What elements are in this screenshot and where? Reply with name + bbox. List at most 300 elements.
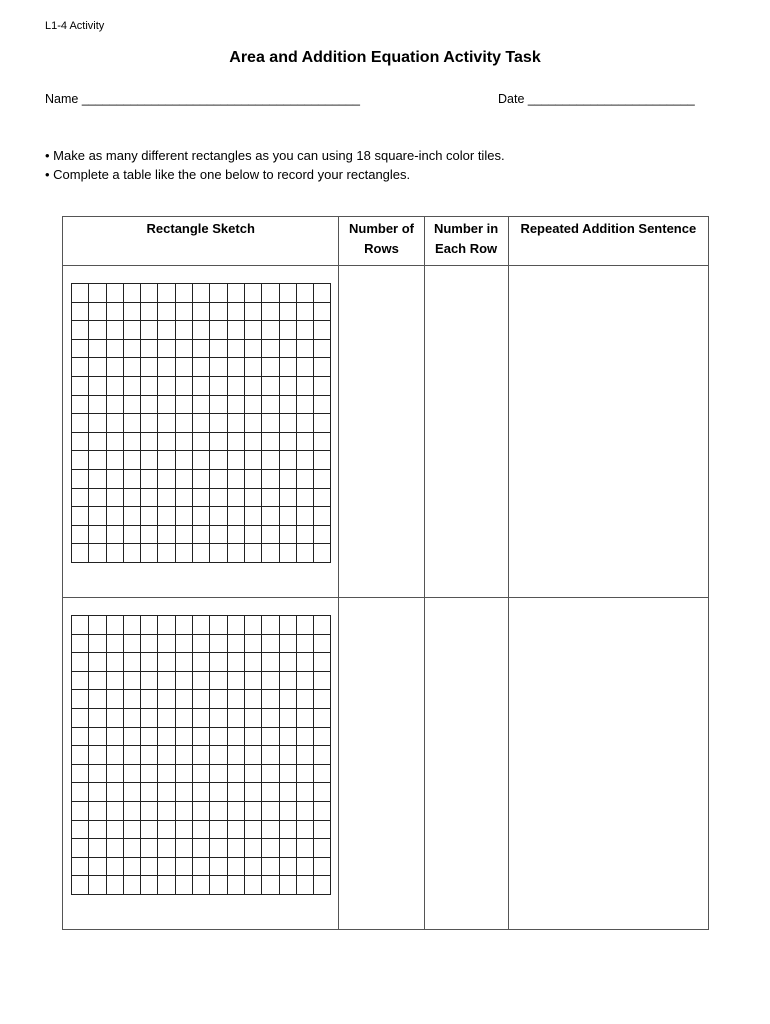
grid-square <box>124 765 141 784</box>
grid-square <box>262 690 279 709</box>
instruction-item: • Complete a table like the one below to record your rectangles. <box>45 167 411 182</box>
grid-square <box>210 672 227 691</box>
grid-square <box>210 340 227 359</box>
grid-square <box>89 839 106 858</box>
grid-square <box>262 340 279 359</box>
grid-square <box>297 433 314 452</box>
grid-square <box>297 489 314 508</box>
grid-square <box>107 783 124 802</box>
grid-square <box>210 876 227 895</box>
grid-square <box>141 340 158 359</box>
grid-square <box>141 358 158 377</box>
grid-square <box>280 358 297 377</box>
grid-square <box>158 690 175 709</box>
grid-square <box>107 876 124 895</box>
grid-square <box>107 358 124 377</box>
grid-square <box>72 709 89 728</box>
grid-square <box>89 858 106 877</box>
grid-square <box>297 765 314 784</box>
grid-square <box>72 876 89 895</box>
grid-square <box>72 765 89 784</box>
number-of-rows-cell[interactable] <box>339 266 424 598</box>
grid-square <box>193 526 210 545</box>
grid-square <box>124 728 141 747</box>
date-field: Date ________________________ <box>498 92 695 106</box>
grid-square <box>193 544 210 563</box>
grid-square <box>297 802 314 821</box>
grid-square <box>176 635 193 654</box>
grid-square <box>107 616 124 635</box>
grid-square <box>314 321 331 340</box>
grid-square <box>193 839 210 858</box>
grid-square <box>228 526 245 545</box>
grid-square <box>314 690 331 709</box>
grid-square <box>193 358 210 377</box>
grid-square <box>141 284 158 303</box>
grid-square <box>262 746 279 765</box>
grid-square <box>193 653 210 672</box>
grid-square <box>314 635 331 654</box>
grid-square <box>107 284 124 303</box>
grid-square <box>314 728 331 747</box>
grid-square <box>297 783 314 802</box>
grid-square <box>193 470 210 489</box>
grid-square <box>314 709 331 728</box>
grid-square <box>280 414 297 433</box>
grid-square <box>72 284 89 303</box>
grid-square <box>245 616 262 635</box>
grid-square <box>245 672 262 691</box>
grid-square <box>210 802 227 821</box>
grid-square <box>314 821 331 840</box>
grid-square <box>245 451 262 470</box>
grid-square <box>141 876 158 895</box>
grid-square <box>72 839 89 858</box>
grid-square <box>245 709 262 728</box>
grid-square <box>210 839 227 858</box>
grid-square <box>89 653 106 672</box>
grid-square <box>107 709 124 728</box>
grid-square <box>297 839 314 858</box>
grid-square <box>228 616 245 635</box>
grid-square <box>107 303 124 322</box>
grid-square <box>89 690 106 709</box>
grid-square <box>314 802 331 821</box>
grid-square <box>176 876 193 895</box>
grid-square <box>89 709 106 728</box>
grid-square <box>107 728 124 747</box>
grid-square <box>176 672 193 691</box>
grid-square <box>262 470 279 489</box>
header-number-of-rows-line2: Rows <box>364 241 399 256</box>
grid-square <box>176 746 193 765</box>
grid-square <box>210 470 227 489</box>
grid-square <box>314 746 331 765</box>
grid-square <box>193 821 210 840</box>
grid-square <box>280 451 297 470</box>
header-tag: L1-4 Activity <box>45 20 105 32</box>
grid-square <box>141 303 158 322</box>
grid-square <box>314 876 331 895</box>
header-number-in-each-row-line2: Each Row <box>435 241 498 256</box>
grid-square <box>176 858 193 877</box>
grid-square <box>158 340 175 359</box>
grid-square <box>107 672 124 691</box>
grid-square <box>176 340 193 359</box>
grid-square <box>245 377 262 396</box>
grid-square <box>245 489 262 508</box>
grid-square <box>72 821 89 840</box>
grid-square <box>124 821 141 840</box>
grid-square <box>107 544 124 563</box>
grid-square <box>228 858 245 877</box>
grid-square <box>228 765 245 784</box>
grid-square <box>72 690 89 709</box>
grid-square <box>89 526 106 545</box>
grid-square <box>176 284 193 303</box>
grid-square <box>297 876 314 895</box>
grid-square <box>314 765 331 784</box>
grid-square <box>89 414 106 433</box>
grid-square <box>124 284 141 303</box>
grid-square <box>158 728 175 747</box>
grid-square <box>245 690 262 709</box>
grid-square <box>158 396 175 415</box>
grid-square <box>158 839 175 858</box>
grid-square <box>280 303 297 322</box>
grid-square <box>210 783 227 802</box>
grid-square <box>280 470 297 489</box>
grid-square <box>193 321 210 340</box>
grid-square <box>280 284 297 303</box>
grid-square <box>280 802 297 821</box>
grid-square <box>176 396 193 415</box>
grid-square <box>141 728 158 747</box>
graph-paper-grid <box>71 283 331 563</box>
grid-square <box>297 303 314 322</box>
grid-square <box>176 616 193 635</box>
grid-square <box>210 377 227 396</box>
grid-square <box>262 858 279 877</box>
grid-square <box>176 839 193 858</box>
grid-square <box>141 690 158 709</box>
grid-square <box>280 876 297 895</box>
grid-square <box>193 672 210 691</box>
grid-square <box>141 433 158 452</box>
grid-square <box>193 876 210 895</box>
grid-square <box>141 396 158 415</box>
grid-square <box>107 839 124 858</box>
grid-square <box>72 672 89 691</box>
grid-square <box>297 672 314 691</box>
grid-square <box>141 821 158 840</box>
grid-square <box>89 284 106 303</box>
grid-square <box>314 303 331 322</box>
grid-square <box>124 526 141 545</box>
grid-square <box>193 783 210 802</box>
grid-square <box>297 526 314 545</box>
grid-square <box>176 377 193 396</box>
grid-square <box>124 507 141 526</box>
grid-square <box>72 377 89 396</box>
name-field: Name ________________________________________ <box>45 92 360 106</box>
grid-square <box>210 284 227 303</box>
grid-square <box>89 635 106 654</box>
grid-square <box>176 321 193 340</box>
grid-square <box>314 340 331 359</box>
grid-square <box>262 321 279 340</box>
grid-square <box>107 340 124 359</box>
grid-square <box>176 783 193 802</box>
grid-square <box>107 526 124 545</box>
header-number-of-rows <box>339 217 424 266</box>
grid-square <box>314 358 331 377</box>
grid-square <box>314 839 331 858</box>
grid-square <box>297 616 314 635</box>
grid-square <box>210 396 227 415</box>
grid-square <box>314 414 331 433</box>
grid-square <box>89 303 106 322</box>
grid-square <box>245 526 262 545</box>
grid-square <box>89 876 106 895</box>
grid-square <box>280 396 297 415</box>
grid-square <box>314 470 331 489</box>
grid-square <box>72 507 89 526</box>
grid-square <box>141 746 158 765</box>
grid-square <box>72 635 89 654</box>
grid-square <box>262 433 279 452</box>
grid-square <box>89 783 106 802</box>
grid-square <box>297 358 314 377</box>
grid-square <box>158 783 175 802</box>
grid-square <box>89 321 106 340</box>
grid-square <box>193 414 210 433</box>
grid-square <box>228 377 245 396</box>
page-title: Area and Addition Equation Activity Task <box>229 49 541 66</box>
grid-square <box>193 802 210 821</box>
grid-square <box>262 414 279 433</box>
grid-square <box>228 690 245 709</box>
grid-square <box>72 303 89 322</box>
grid-square <box>158 489 175 508</box>
grid-square <box>228 433 245 452</box>
grid-square <box>72 489 89 508</box>
grid-square <box>107 396 124 415</box>
grid-square <box>210 433 227 452</box>
grid-square <box>228 284 245 303</box>
grid-square <box>72 451 89 470</box>
header-number-of-rows-line1: Number of <box>348 221 414 236</box>
grid-square <box>124 414 141 433</box>
header-rectangle-sketch <box>63 217 339 266</box>
grid-square <box>245 653 262 672</box>
grid-square <box>193 489 210 508</box>
grid-square <box>262 526 279 545</box>
grid-square <box>228 821 245 840</box>
grid-square <box>245 340 262 359</box>
grid-square <box>297 470 314 489</box>
grid-square <box>193 858 210 877</box>
grid-square <box>176 653 193 672</box>
grid-square <box>141 489 158 508</box>
grid-square <box>72 802 89 821</box>
grid-square <box>141 709 158 728</box>
grid-square <box>262 507 279 526</box>
grid-square <box>262 616 279 635</box>
grid-square <box>210 765 227 784</box>
grid-square <box>280 672 297 691</box>
grid-square <box>228 321 245 340</box>
number-in-each-row-cell[interactable] <box>424 598 508 930</box>
grid-square <box>297 635 314 654</box>
grid-square <box>314 433 331 452</box>
grid-square <box>158 876 175 895</box>
grid-square <box>89 433 106 452</box>
grid-square <box>245 765 262 784</box>
grid-square <box>141 377 158 396</box>
grid-square <box>210 746 227 765</box>
number-in-each-row-cell[interactable] <box>424 266 508 598</box>
grid-square <box>228 839 245 858</box>
grid-square <box>210 616 227 635</box>
addition-sentence-cell[interactable] <box>508 266 708 598</box>
grid-square <box>158 433 175 452</box>
grid-square <box>124 616 141 635</box>
grid-square <box>72 340 89 359</box>
grid-square <box>107 451 124 470</box>
grid-square <box>245 821 262 840</box>
grid-square <box>72 616 89 635</box>
grid-square <box>228 489 245 508</box>
grid-square <box>297 858 314 877</box>
grid-square <box>262 783 279 802</box>
grid-square <box>280 489 297 508</box>
grid-square <box>280 616 297 635</box>
grid-square <box>193 765 210 784</box>
grid-square <box>124 451 141 470</box>
grid-square <box>141 526 158 545</box>
grid-square <box>176 728 193 747</box>
grid-square <box>297 709 314 728</box>
grid-square <box>89 489 106 508</box>
grid-square <box>245 433 262 452</box>
header-number-in-each-row <box>424 217 508 266</box>
grid-square <box>158 321 175 340</box>
grid-square <box>297 728 314 747</box>
grid-square <box>314 616 331 635</box>
grid-square <box>228 746 245 765</box>
grid-square <box>228 876 245 895</box>
grid-square <box>210 526 227 545</box>
grid-square <box>245 507 262 526</box>
grid-square <box>262 821 279 840</box>
grid-square <box>124 746 141 765</box>
grid-square <box>107 489 124 508</box>
grid-square <box>107 765 124 784</box>
grid-square <box>262 544 279 563</box>
grid-square <box>262 396 279 415</box>
grid-square <box>193 284 210 303</box>
grid-square <box>228 507 245 526</box>
grid-square <box>89 802 106 821</box>
grid-square <box>158 821 175 840</box>
grid-square <box>262 635 279 654</box>
grid-square <box>193 635 210 654</box>
grid-square <box>297 340 314 359</box>
header-repeated-addition-sentence-label: Repeated Addition Sentence <box>520 221 697 236</box>
grid-square <box>193 433 210 452</box>
grid-square <box>245 858 262 877</box>
grid-square <box>158 358 175 377</box>
grid-square <box>228 672 245 691</box>
grid-square <box>141 802 158 821</box>
grid-square <box>124 489 141 508</box>
grid-square <box>193 377 210 396</box>
grid-square <box>210 489 227 508</box>
grid-square <box>89 377 106 396</box>
grid-square <box>210 690 227 709</box>
grid-square <box>228 396 245 415</box>
grid-square <box>141 635 158 654</box>
grid-square <box>210 544 227 563</box>
number-of-rows-cell[interactable] <box>339 598 424 930</box>
grid-square <box>89 746 106 765</box>
grid-square <box>228 709 245 728</box>
grid-square <box>297 544 314 563</box>
grid-square <box>193 616 210 635</box>
grid-square <box>245 396 262 415</box>
grid-square <box>262 802 279 821</box>
grid-square <box>158 672 175 691</box>
grid-square <box>280 544 297 563</box>
grid-square <box>228 728 245 747</box>
grid-square <box>262 709 279 728</box>
grid-square <box>141 507 158 526</box>
grid-square <box>72 858 89 877</box>
grid-square <box>262 839 279 858</box>
grid-square <box>314 783 331 802</box>
grid-square <box>158 616 175 635</box>
grid-square <box>228 358 245 377</box>
grid-square <box>176 690 193 709</box>
grid-square <box>124 802 141 821</box>
grid-square <box>193 340 210 359</box>
grid-square <box>245 876 262 895</box>
grid-square <box>158 470 175 489</box>
grid-square <box>176 544 193 563</box>
grid-square <box>228 303 245 322</box>
grid-square <box>176 303 193 322</box>
sketch-cell <box>63 266 339 598</box>
instructions <box>45 146 505 184</box>
grid-square <box>141 544 158 563</box>
grid-square <box>280 746 297 765</box>
grid-square <box>124 858 141 877</box>
grid-square <box>314 526 331 545</box>
grid-square <box>210 321 227 340</box>
record-table <box>62 216 709 930</box>
grid-square <box>107 433 124 452</box>
grid-square <box>228 635 245 654</box>
grid-square <box>245 470 262 489</box>
grid-square <box>124 690 141 709</box>
addition-sentence-cell[interactable] <box>508 598 708 930</box>
grid-square <box>245 746 262 765</box>
grid-square <box>297 451 314 470</box>
grid-square <box>141 616 158 635</box>
grid-square <box>193 709 210 728</box>
grid-square <box>280 507 297 526</box>
